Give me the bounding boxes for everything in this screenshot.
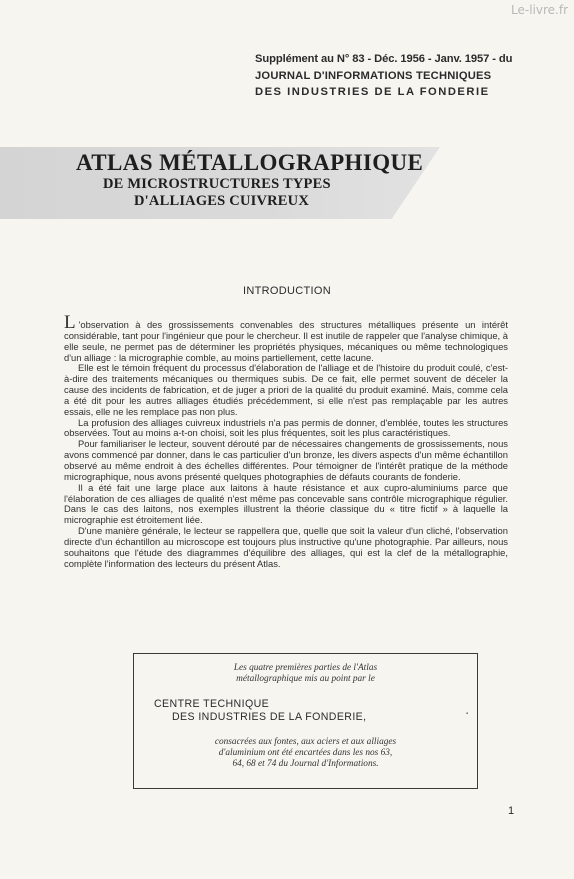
- supplement-line: Supplément au N° 83 - Déc. 1956 - Janv. 1957 - du: [255, 53, 513, 65]
- introduction-body: [64, 312, 508, 569]
- credit-line: 64, 68 et 74 du Journal d'Informations.: [232, 759, 379, 769]
- paragraph: Pour familiariser le lecteur, souvent dérouté par de nécessaires changements de grossissements, nous avons commencé par donner, dans le cas particulier d'un bronze, les divers aspects d'un même échantillon observé au même endroit à des échelles différentes. Pour témoigner de l'intérêt pratique de la méthode micrographique, nous avons présenté quelques photographies de défauts courants de fonderie.: [64, 438, 508, 482]
- print-speck: ▪: [466, 711, 469, 717]
- paragraph: La profusion des alliages cuivreux industriels n'a pas permis de donner, d'emblée, toutes les structures observées. Tout au moins a-t-on choisi, soit les plus fréquentes, soit les plus caractéristiques.: [64, 416, 508, 439]
- paragraph: Il a été fait une large place aux laitons à haute résistance et aux cupro-aluminiums parce que l'élaboration de ces alliages de qualité n'est même pas concevable sans contrôle micrographique régulier. Dans le cas des laitons, nos exemples illustrent la théorie classique du « titre fictif » à laquelle la micrographie est étroitement liée.: [64, 481, 508, 526]
- journal-subtitle: DES INDUSTRIES DE LA FONDERIE: [255, 86, 490, 98]
- credit-intro: [134, 663, 477, 685]
- paragraph: [64, 312, 508, 363]
- journal-title: JOURNAL D'INFORMATIONS TECHNIQUES: [255, 69, 492, 82]
- organization-line: DES INDUSTRIES DE LA FONDERIE,: [172, 711, 367, 723]
- title-line-3: D'ALLIAGES CUIVREUX: [134, 193, 310, 209]
- title-line-2: DE MICROSTRUCTURES TYPES: [103, 176, 331, 192]
- paragraph: D'une manière générale, le lecteur se rappellera que, quelle que soit la valeur d'un cliché, l'observation directe d'un échantillon au microscope est toujours plus instructive qu'une photographie. Par ailleurs, nous souhaitons que l'étude des diagrammes d'équilibre des alliages, qui est la clef de la métallographie, complète l'information des lecteurs du présent Atlas.: [64, 525, 508, 569]
- watermark: Le-livre.fr: [511, 3, 568, 17]
- organization-line: CENTRE TECHNIQUE: [154, 698, 270, 710]
- credit-line: consacrées aux fontes, aux aciers et aux alliages: [214, 737, 397, 747]
- credit-details: [134, 737, 477, 770]
- drop-cap: L: [64, 312, 76, 333]
- title-line-main: ATLAS MÉTALLOGRAPHIQUE: [76, 150, 424, 175]
- paragraph-text: 'observation à des grossissements convenables des structures métalliques présente un intérêt considérable, tant pour l'ingénieur que pour le chercheur. Il est inutile de rappeler que l'analyse chimique, à elle seule, ne permet pas de déterminer les propriétés physiques, mécaniques ou même technologiques d'un alliage : la micrographie comble, au moins partiellement, cette lacune.: [64, 319, 508, 363]
- credit-organization: [134, 698, 477, 724]
- page-number: 1: [508, 805, 515, 817]
- paragraph: Elle est le témoin fréquent du processus d'élaboration de l'alliage et de l'histoire du produit coulé, c'est-à-dire des traitements mécaniques ou thermiques subis. De ce fait, elle permet souvent de déceler la cause des incidents de fabrication, et de juger a priori de la qualité du produit examiné. Mais, comme cela a été dit pour les autres alliages étudiés précédemment, si elle n'est pas remplaçable par les autres essais, elle ne les remplace pas non plus.: [64, 362, 508, 417]
- credit-line: métallographique mis au point par le: [236, 674, 375, 684]
- introduction-heading: INTRODUCTION: [243, 285, 331, 297]
- credit-line: d'aluminium ont été encartées dans les nos 63,: [218, 748, 393, 758]
- supplement-header: [255, 51, 565, 101]
- credit-box: [133, 653, 478, 789]
- credit-line: Les quatre premières parties de l'Atlas: [233, 663, 378, 673]
